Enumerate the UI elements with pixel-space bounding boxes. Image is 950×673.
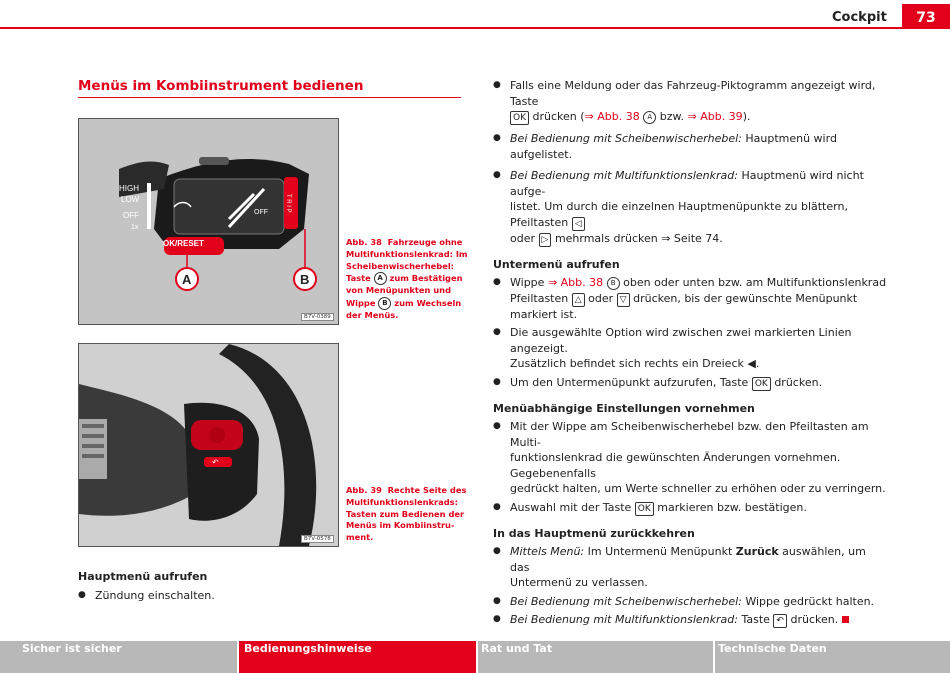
callout-b: B — [300, 272, 310, 287]
callout-a: A — [182, 272, 192, 287]
bullet-meldung: ● Falls eine Meldung oder das Fahrzeug-Piktogramm angezeigt wird, Taste OK drücken (⇒ Abb. 38 A bzw. ⇒ Abb. 39). — [493, 78, 888, 125]
label-high: HIGH — [119, 184, 139, 193]
heading-einstellungen: Menüabhängige Einstellungen vornehmen — [493, 401, 755, 415]
figure-1-caption: Abb. 38 Fahrzeuge ohne Multifunktionslenkrad: Im Scheibenwischerhebel: Taste A zum Bestätigen von Menüpunkten und Wippe B zum Wechseln der Menüs. — [346, 237, 468, 321]
figure-steering-wheel — [78, 343, 339, 547]
footer-tab-bedienung[interactable]: Bedienungshinweise — [239, 641, 476, 673]
header-rule — [0, 27, 950, 29]
bullet-wippe-halten: ● Bei Bedienung mit Scheibenwischerhebel: Wippe gedrückt halten. — [493, 594, 888, 610]
bullet-wippe-aenderungen: ● Mit der Wippe am Scheibenwischerhebel bzw. den Pfeiltasten am Multi- funktionslenkrad die gewünschten Änderungen vornehmen. Gegebenenfalls gedrückt halten, um Werte schneller zu erhöhen oder zu verringern. — [493, 419, 888, 497]
title-rule — [78, 97, 461, 98]
label-off-2: OFF — [254, 209, 268, 216]
label-low: LOW — [121, 195, 140, 204]
svg-text:↶: ↶ — [212, 458, 219, 467]
bullet-multifunktion: ● Bei Bedienung mit Multifunktionslenkrad: Hauptmenü wird nicht aufge- listet. Um durch die einzelnen Hauptmenüpunkte zu blättern, Pfeiltasten ◁ oder ▷ mehrmals drücken ⇒ Seite 74. — [493, 168, 888, 247]
bullet-option: ● Die ausgewählte Option wird zwischen zwei markierten Linien angezeigt. Zusätzlich befindet sich rechts ein Dreieck ◀. — [493, 325, 888, 372]
heading-zurueckkehren: In das Hauptmenü zurückkehren — [493, 526, 695, 540]
bullet-zuendung: ● Zündung einschalten. — [78, 588, 458, 604]
footer-tab-sicher[interactable]: Sicher ist sicher — [0, 641, 237, 673]
header-section-title: Cockpit — [832, 10, 887, 25]
figure-code-2: B7V-0578 — [301, 535, 334, 543]
label-1x: 1x — [131, 224, 139, 231]
bullet-taste-zurueck: ● Bei Bedienung mit Multifunktionslenkrad: Taste ↶ drücken. — [493, 612, 888, 628]
wiper-lever-illustration — [79, 119, 338, 324]
figure-wiper-lever — [78, 118, 339, 325]
steering-wheel-illustration — [79, 344, 338, 546]
heading-untermenu: Untermenü aufrufen — [493, 257, 620, 271]
label-ok-reset: OK/RESET — [163, 239, 204, 248]
heading-hauptmenu-aufrufen: Hauptmenü aufrufen — [78, 570, 208, 583]
right-text-column — [493, 78, 888, 628]
bullet-untermenupunkt: ● Um den Untermenüpunkt aufzurufen, Taste OK drücken. — [493, 375, 888, 391]
bullet-mittels-menu: ● Mittels Menü: Im Untermenü Menüpunkt Zurück auswählen, um das Untermenü zu verlassen. — [493, 544, 888, 591]
page-title: Menüs im Kombiinstrument bedienen — [78, 78, 364, 94]
ok-key: OK — [510, 111, 529, 125]
label-off: OFF — [123, 211, 139, 220]
footer-tab-technik[interactable]: Technische Daten — [715, 641, 950, 673]
triangle-left-icon: ◀ — [747, 357, 756, 370]
left-text-block — [78, 569, 458, 603]
bullet-scheibenwischer: ● Bei Bedienung mit Scheibenwischerhebel: Hauptmenü wird aufgelistet. — [493, 131, 888, 162]
bullet-wippe: ● Wippe ⇒ Abb. 38 B oben oder unten bzw. am Multifunktionslenkrad Pfeiltasten △ oder ▽ drücken, bis der gewünschte Menüpunkt markiert ist. — [493, 275, 888, 322]
bullet-auswahl: ● Auswahl mit der Taste OK markieren bzw. bestätigen. — [493, 500, 888, 516]
end-mark — [842, 616, 849, 623]
footer-tab-rat[interactable]: Rat und Tat — [478, 641, 713, 673]
page-number: 73 — [902, 4, 950, 29]
figure-code: B7V-0389 — [301, 313, 334, 321]
label-trip: T R I P — [285, 194, 291, 213]
figure-2-caption: Abb. 39 Rechte Seite des Multifunktionslenkrads: Tasten zum Bedienen der Menüs im Kombiinstru- ment. — [346, 485, 467, 543]
